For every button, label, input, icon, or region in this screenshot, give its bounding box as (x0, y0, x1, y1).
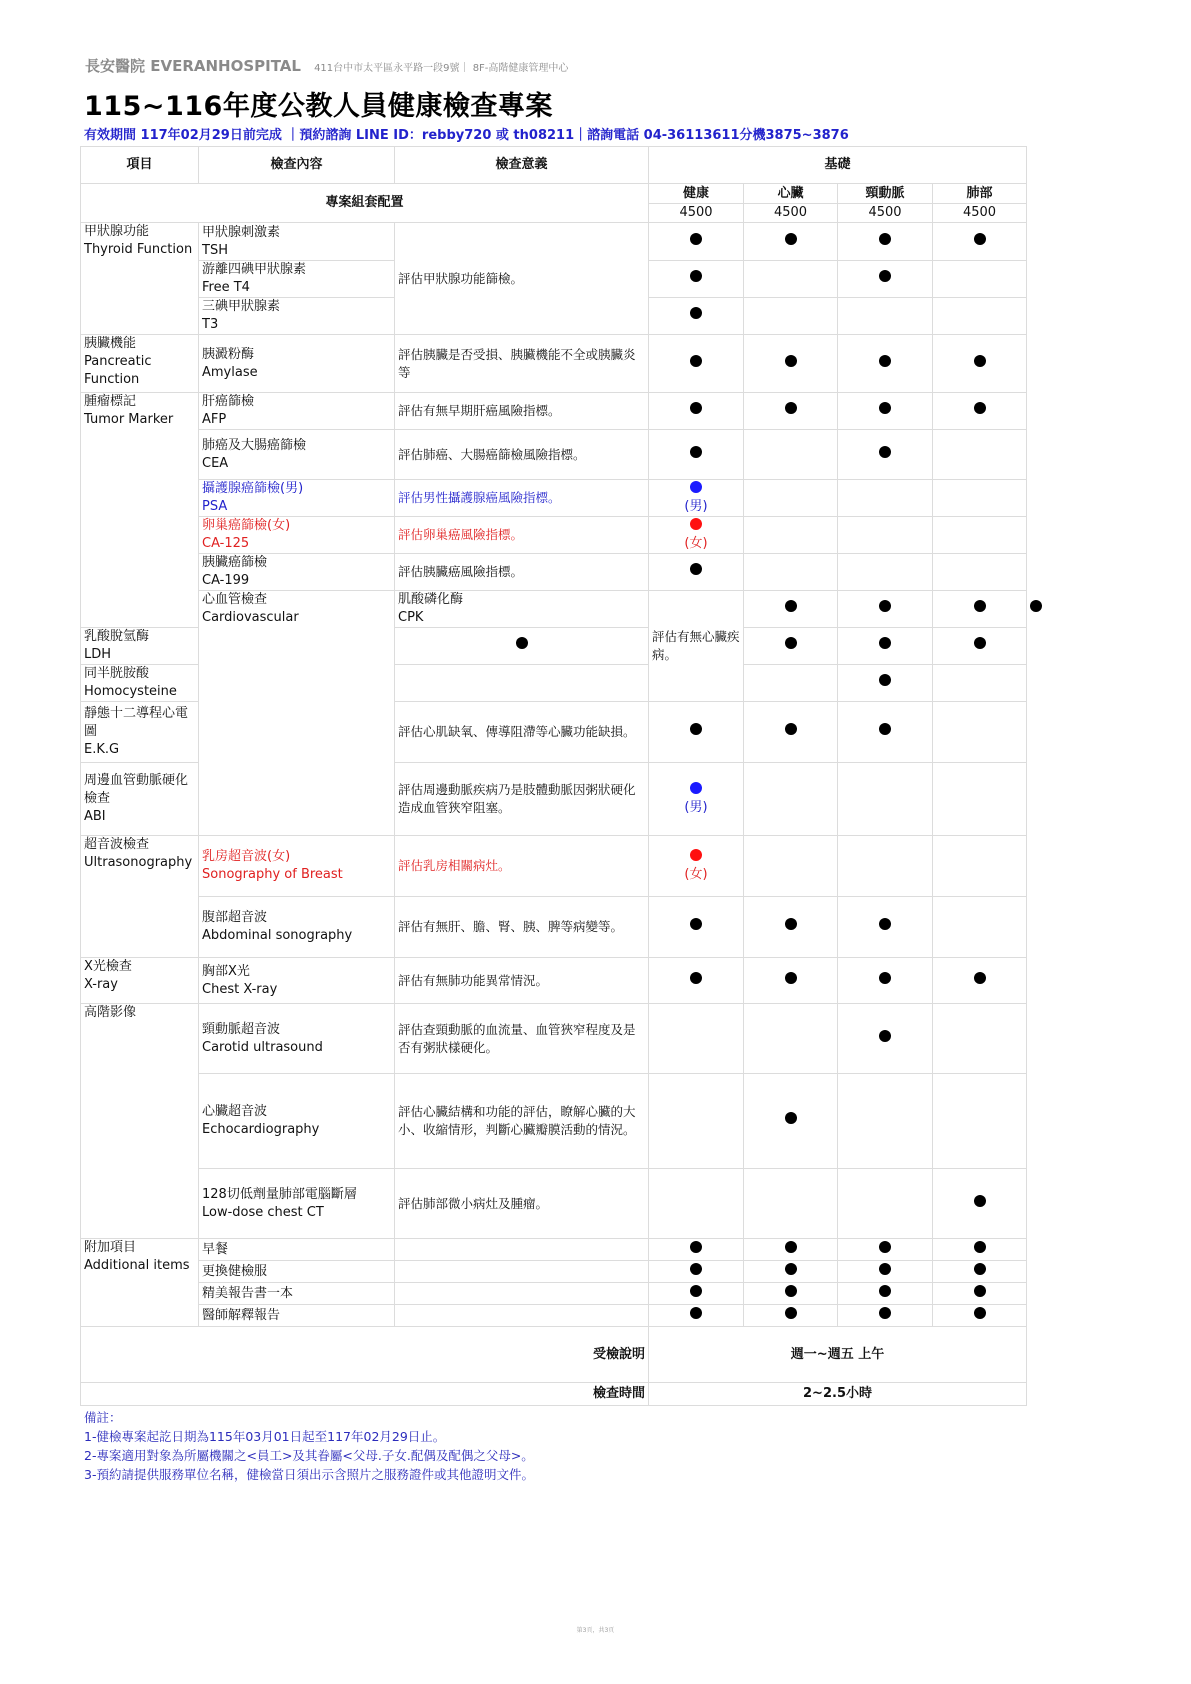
table-row (81, 958, 1027, 1004)
mark-health (649, 261, 744, 298)
mark-carotid (838, 223, 933, 261)
duration-row (81, 1383, 1027, 1406)
page-number: 第3頁，共3頁 (576, 1627, 615, 1634)
mark-lung (933, 1261, 1027, 1283)
mark-carotid (838, 335, 933, 393)
table-row (81, 517, 1027, 554)
test-meaning: 評估查頸動脈的血流量、血管狹窄程度及是否有粥狀樣硬化。 (395, 1004, 649, 1074)
mark-carotid (838, 1169, 933, 1239)
included-dot-icon (785, 637, 797, 649)
test-meaning: 評估甲狀腺功能篩檢。 (395, 223, 649, 335)
included-dot-icon (516, 637, 528, 649)
mark-lung (933, 480, 1027, 517)
included-dot-icon (785, 1285, 797, 1297)
included-dot-icon (974, 637, 986, 649)
table-row (81, 1074, 1027, 1169)
test-meaning (395, 1239, 649, 1261)
included-dot-icon (690, 355, 702, 367)
mark-heart (744, 554, 838, 591)
included-dot-icon (879, 1307, 891, 1319)
config-label: 專案組套配置 (81, 184, 649, 223)
mark-carotid (838, 554, 933, 591)
mark-carotid (838, 298, 933, 335)
included-dot-icon (1030, 600, 1042, 612)
included-dot-icon (879, 723, 891, 735)
mark-heart (744, 897, 838, 958)
test-meaning: 評估有無心臟疾病。 (649, 591, 744, 702)
mark-carotid (838, 628, 933, 665)
mark-carotid (838, 393, 933, 430)
mark-health: (男) (649, 763, 744, 836)
package-name-row (81, 184, 1027, 204)
category-pancreatic: 胰臟機能 Pancreatic Function (81, 335, 199, 393)
mark-heart (744, 702, 838, 763)
table-row (81, 1239, 1027, 1261)
mark-health: (男) (649, 480, 744, 517)
included-dot-icon (785, 355, 797, 367)
table-row (81, 836, 1027, 897)
category-cardio: 心血管檢查 Cardiovascular (199, 591, 395, 836)
hospital-address: 411台中市太平區永平路一段9號｜ 8F-高階健康管理中心 (314, 63, 569, 74)
mark-health (395, 628, 649, 665)
test-name: 攝護腺癌篩檢(男) PSA (199, 480, 395, 517)
mark-health (649, 1169, 744, 1239)
mark-lung (933, 836, 1027, 897)
duration-value: 2~2.5小時 (649, 1383, 1027, 1406)
mark-carotid (838, 702, 933, 763)
mark-heart (744, 958, 838, 1004)
test-meaning: 評估有無肝、膽、腎、胰、脾等病變等。 (395, 897, 649, 958)
table-row (81, 1305, 1027, 1327)
female-only-dot-icon (690, 849, 702, 861)
package-name: 心臟 (744, 184, 838, 204)
table-row (81, 1169, 1027, 1239)
mark-lung (933, 335, 1027, 393)
mark-heart (744, 628, 838, 665)
test-meaning: 評估胰臟癌風險指標。 (395, 554, 649, 591)
test-name: 周邊血管動脈硬化檢查 ABI (81, 763, 199, 836)
included-dot-icon (974, 972, 986, 984)
mark-carotid (838, 958, 933, 1004)
test-meaning: 評估有無肺功能異常情況。 (395, 958, 649, 1004)
checkup-package-table (80, 146, 1027, 1406)
test-meaning: 評估胰臟是否受損、胰臟機能不全或胰臟炎等 (395, 335, 649, 393)
mark-health (649, 430, 744, 480)
test-meaning: 評估肺部微小病灶及腫瘤。 (395, 1169, 649, 1239)
mark-health (649, 554, 744, 591)
included-dot-icon (974, 402, 986, 414)
test-meaning: 評估周邊動脈疾病乃是肢體動脈因粥狀硬化造成血管狹窄阻塞。 (395, 763, 649, 836)
test-name: 肝癌篩檢 AFP (199, 393, 395, 430)
mark-lung (933, 702, 1027, 763)
mark-heart (744, 261, 838, 298)
mark-health (649, 897, 744, 958)
mark-heart (744, 836, 838, 897)
mark-lung (933, 763, 1027, 836)
mark-heart (744, 1239, 838, 1261)
package-name: 肺部 (933, 184, 1027, 204)
mark-lung (933, 665, 1027, 702)
included-dot-icon (879, 972, 891, 984)
test-meaning: 評估心臟結構和功能的評估，瞭解心臟的大小、收縮情形，判斷心臟瓣膜活動的情況。 (395, 1074, 649, 1169)
included-dot-icon (690, 1263, 702, 1275)
mark-lung (933, 897, 1027, 958)
included-dot-icon (974, 355, 986, 367)
test-name: 早餐 (199, 1239, 395, 1261)
mark-heart (744, 393, 838, 430)
table-row (81, 554, 1027, 591)
category-zh: 甲狀腺功能 (84, 224, 150, 239)
mark-carotid (838, 1305, 933, 1327)
mark-lung (933, 1169, 1027, 1239)
table-row (81, 591, 1027, 628)
table-row (81, 430, 1027, 480)
test-meaning: 評估男性攝護腺癌風險指標。 (395, 480, 649, 517)
included-dot-icon (974, 1263, 986, 1275)
test-name: 頸動脈超音波 Carotid ultrasound (199, 1004, 395, 1074)
category-xray: X光檢查 X-ray (81, 958, 199, 1004)
mark-heart (744, 1169, 838, 1239)
mark-health: (女) (649, 517, 744, 554)
included-dot-icon (785, 233, 797, 245)
test-meaning: 評估心肌缺氧、傳導阻滯等心臟功能缺損。 (395, 702, 649, 763)
test-meaning: 評估卵巢癌風險指標。 (395, 517, 649, 554)
schedule-row (81, 1327, 1027, 1383)
mark-heart (744, 480, 838, 517)
mark-carotid (838, 1239, 933, 1261)
included-dot-icon (879, 355, 891, 367)
test-name: 靜態十二導程心電圖 E.K.G (81, 702, 199, 763)
note-item: 2-專案適用對象為所屬機關之<員工>及其眷屬<父母.子女.配偶及配偶之父母>。 (84, 1448, 534, 1463)
category-tumor: 腫瘤標記 Tumor Marker (81, 393, 199, 628)
category-thyroid (81, 223, 199, 335)
package-price: 4500 (649, 204, 744, 223)
test-name: 心臟超音波 Echocardiography (199, 1074, 395, 1169)
included-dot-icon (785, 972, 797, 984)
mark-lung (933, 628, 1027, 665)
included-dot-icon (785, 600, 797, 612)
mark-lung (933, 1004, 1027, 1074)
mark-carotid (838, 1074, 933, 1169)
included-dot-icon (974, 600, 986, 612)
mark-carotid (838, 836, 933, 897)
duration-label: 檢查時間 (81, 1383, 649, 1406)
table-row (81, 223, 1027, 261)
mark-health (649, 702, 744, 763)
mark-lung (933, 223, 1027, 261)
mark-health (649, 958, 744, 1004)
mark-heart (744, 1004, 838, 1074)
included-dot-icon (690, 270, 702, 282)
mark-carotid (838, 517, 933, 554)
included-dot-icon (879, 918, 891, 930)
note-item: 3-預約請提供服務單位名稱，健檢當日須出示含照片之服務證件或其他證明文件。 (84, 1467, 534, 1482)
table-row (81, 393, 1027, 430)
mark-carotid (838, 897, 933, 958)
included-dot-icon (879, 1241, 891, 1253)
table-row (81, 1283, 1027, 1305)
category-ultra: 超音波檢查 Ultrasonography (81, 836, 199, 958)
test-meaning (395, 1283, 649, 1305)
included-dot-icon (879, 1030, 891, 1042)
test-meaning: 評估乳房相關病灶。 (395, 836, 649, 897)
mark-heart (744, 298, 838, 335)
mark-heart (744, 335, 838, 393)
test-name: 三碘甲狀腺素 T3 (199, 298, 395, 335)
included-dot-icon (785, 918, 797, 930)
table-header-row (81, 147, 1027, 184)
included-dot-icon (690, 446, 702, 458)
schedule-value: 週一~週五 上午 (649, 1327, 1027, 1383)
mark-carotid (933, 591, 1027, 628)
test-name: 醫師解釋報告 (199, 1305, 395, 1327)
test-name: 精美報告書一本 (199, 1283, 395, 1305)
included-dot-icon (974, 1285, 986, 1297)
page-title: 115~116年度公教人員健康檢查專案 (84, 91, 553, 122)
mark-lung (933, 958, 1027, 1004)
included-dot-icon (690, 402, 702, 414)
test-name: 胰臟癌篩檢 CA-199 (199, 554, 395, 591)
included-dot-icon (879, 637, 891, 649)
included-dot-icon (690, 307, 702, 319)
included-dot-icon (785, 1241, 797, 1253)
mark-heart (744, 1283, 838, 1305)
col-header-content: 檢查內容 (199, 147, 395, 184)
included-dot-icon (974, 1195, 986, 1207)
mark-health (649, 1074, 744, 1169)
mark-carotid (838, 430, 933, 480)
mark-lung (933, 393, 1027, 430)
mark-health (649, 335, 744, 393)
included-dot-icon (690, 1241, 702, 1253)
mark-health (649, 223, 744, 261)
table-row (81, 1004, 1027, 1074)
included-dot-icon (690, 972, 702, 984)
package-name: 頸動脈 (838, 184, 933, 204)
mark-heart (744, 1261, 838, 1283)
included-dot-icon (879, 600, 891, 612)
mark-carotid (838, 665, 933, 702)
female-only-dot-icon (690, 518, 702, 530)
mark-lung (933, 517, 1027, 554)
category-additional: 附加項目 Additional items (81, 1239, 199, 1327)
test-name: 乳酸脫氫酶 LDH (81, 628, 199, 665)
category-en: Thyroid Function (84, 242, 193, 257)
mark-health: (女) (649, 836, 744, 897)
included-dot-icon (690, 1285, 702, 1297)
test-name: 胸部X光 Chest X-ray (199, 958, 395, 1004)
included-dot-icon (879, 1285, 891, 1297)
male-only-dot-icon (690, 481, 702, 493)
test-name: 胰澱粉酶 Amylase (199, 335, 395, 393)
package-name: 健康 (649, 184, 744, 204)
included-dot-icon (690, 918, 702, 930)
included-dot-icon (879, 270, 891, 282)
included-dot-icon (690, 233, 702, 245)
mark-health (744, 591, 838, 628)
package-price: 4500 (838, 204, 933, 223)
included-dot-icon (785, 723, 797, 735)
table-row (81, 897, 1027, 958)
included-dot-icon (690, 563, 702, 575)
category-advanced: 高階影像 (81, 1004, 199, 1239)
test-name: 同半胱胺酸 Homocysteine (81, 665, 199, 702)
test-name: 128切低劑量肺部電腦斷層 Low-dose chest CT (199, 1169, 395, 1239)
test-name: 肺癌及大腸癌篩檢 CEA (199, 430, 395, 480)
schedule-label: 受檢說明 (81, 1327, 649, 1383)
notes-section (84, 1408, 534, 1484)
validity-contact-line: 有效期間 117年02月29日前完成 ｜預約諮詢 LINE ID：rebby720 或 th08211｜諮詢電話 04-36113611分機3875~3876 (84, 128, 849, 143)
included-dot-icon (785, 1263, 797, 1275)
included-dot-icon (879, 233, 891, 245)
mark-lung (933, 1305, 1027, 1327)
included-dot-icon (879, 446, 891, 458)
mark-lung (933, 261, 1027, 298)
col-header-item: 項目 (81, 147, 199, 184)
mark-carotid (838, 480, 933, 517)
mark-heart (744, 763, 838, 836)
package-price: 4500 (744, 204, 838, 223)
included-dot-icon (785, 402, 797, 414)
mark-carotid (838, 1004, 933, 1074)
mark-lung (933, 1283, 1027, 1305)
mark-lung (933, 298, 1027, 335)
included-dot-icon (974, 1241, 986, 1253)
package-price: 4500 (933, 204, 1027, 223)
mark-lung (933, 430, 1027, 480)
table-row (81, 480, 1027, 517)
mark-heart (838, 591, 933, 628)
mark-carotid (838, 261, 933, 298)
included-dot-icon (690, 1307, 702, 1319)
included-dot-icon (785, 1112, 797, 1124)
mark-carotid (838, 1261, 933, 1283)
mark-heart (744, 1074, 838, 1169)
mark-carotid (838, 763, 933, 836)
test-name: 游離四碘甲狀腺素 Free T4 (199, 261, 395, 298)
mark-heart (744, 1305, 838, 1327)
note-item: 1-健檢專案起訖日期為115年03月01日起至117年02月29日止。 (84, 1429, 446, 1444)
test-name: 甲狀腺刺激素 TSH (199, 223, 395, 261)
table-row (81, 335, 1027, 393)
mark-carotid (838, 1283, 933, 1305)
mark-health (649, 1305, 744, 1327)
male-only-dot-icon (690, 782, 702, 794)
mark-lung (933, 1074, 1027, 1169)
mark-lung (933, 554, 1027, 591)
test-meaning: 評估肺癌、大腸癌篩檢風險指標。 (395, 430, 649, 480)
mark-heart (744, 665, 838, 702)
mark-health (649, 1239, 744, 1261)
hospital-name: 長安醫院 EVERANHOSPITAL (85, 57, 301, 75)
test-name: 腹部超音波 Abdominal sonography (199, 897, 395, 958)
test-name: 肌酸磷化酶 CPK (395, 591, 649, 628)
included-dot-icon (974, 233, 986, 245)
mark-health (649, 1261, 744, 1283)
mark-health (395, 665, 649, 702)
mark-heart (744, 430, 838, 480)
col-header-meaning: 檢查意義 (395, 147, 649, 184)
mark-health (649, 393, 744, 430)
test-name: 卵巢癌篩檢(女) CA-125 (199, 517, 395, 554)
test-name: 更換健檢服 (199, 1261, 395, 1283)
mark-health (649, 298, 744, 335)
test-name: 乳房超音波(女) Sonography of Breast (199, 836, 395, 897)
mark-heart (744, 223, 838, 261)
notes-heading: 備註： (84, 1410, 122, 1425)
included-dot-icon (879, 1263, 891, 1275)
included-dot-icon (879, 674, 891, 686)
included-dot-icon (690, 723, 702, 735)
test-meaning: 評估有無早期肝癌風險指標。 (395, 393, 649, 430)
mark-lung (933, 1239, 1027, 1261)
mark-heart (744, 517, 838, 554)
mark-health (649, 1004, 744, 1074)
mark-health (649, 1283, 744, 1305)
col-header-group: 基礎 (649, 147, 1027, 184)
included-dot-icon (785, 1307, 797, 1319)
test-meaning (395, 1261, 649, 1283)
letterhead (85, 55, 568, 76)
included-dot-icon (974, 1307, 986, 1319)
table-row (81, 1261, 1027, 1283)
included-dot-icon (879, 402, 891, 414)
test-meaning (395, 1305, 649, 1327)
